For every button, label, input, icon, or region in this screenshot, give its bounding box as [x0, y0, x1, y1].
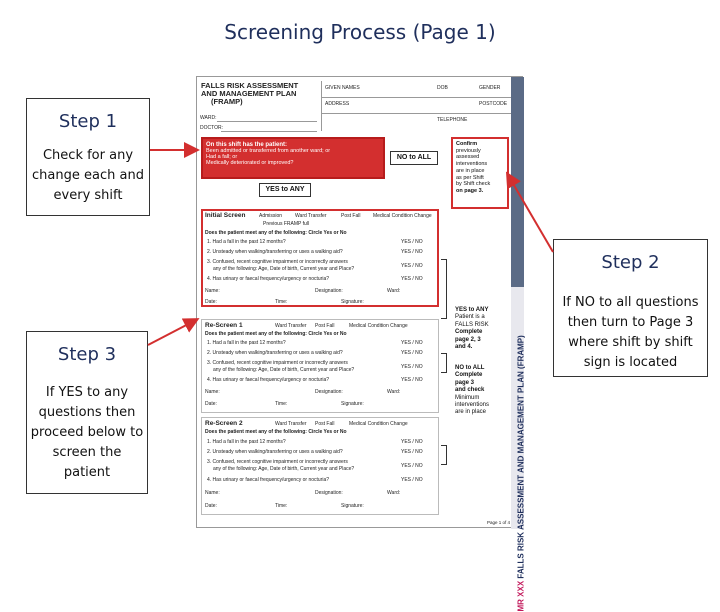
field-label: Ward:	[387, 389, 401, 395]
question: 4. Has urinary or faecal frequency/urgency or nocturia?	[207, 377, 330, 383]
step3-line: If YES to any	[45, 385, 129, 400]
outcome-line: interventions	[455, 402, 490, 409]
question: 3. Confused, recent cognitive impairment or incorrectly answers	[207, 259, 348, 265]
yes-no: YES / NO	[401, 350, 423, 356]
yes-no: YES / NO	[401, 439, 423, 445]
yes-no: YES / NO	[401, 463, 423, 469]
yes-no: YES / NO	[401, 377, 423, 383]
page-number: Page 1 of 4	[487, 520, 511, 525]
confirm-line: as per Shift	[456, 174, 484, 181]
yes-no: YES / NO	[401, 449, 423, 455]
form-title: AND MANAGEMENT PLAN	[201, 89, 297, 98]
shift-line: Been admitted or transferred from another ward; or	[206, 148, 331, 154]
screen-option: Admission	[259, 213, 283, 219]
yes-no: YES / NO	[401, 340, 423, 346]
step2-line: sign is located	[583, 355, 678, 370]
field-label: Time:	[275, 299, 288, 305]
shift-line: On this shift has the patient:	[206, 142, 288, 148]
step2-arrow	[508, 175, 553, 252]
screen-option: Previous FRAMP full	[263, 221, 310, 227]
field-label: GIVEN NAMES	[325, 85, 360, 91]
page-title: Screening Process (Page 1)	[224, 20, 496, 44]
screen-option: Medical Condition Change	[349, 323, 408, 329]
form-title: FALLS RISK ASSESSMENT	[201, 81, 299, 90]
screen-option: Medical Condition Change	[349, 421, 408, 427]
step2-line: then turn to Page 3	[567, 315, 694, 330]
question: 4. Has urinary or faecal frequency/urgency or nocturia?	[207, 276, 330, 282]
field-label: Signature:	[341, 299, 364, 305]
confirm-line: by Shift check	[456, 181, 491, 188]
question: 3. Confused, recent cognitive impairment or incorrectly answers	[207, 459, 348, 465]
step3-line: questions then	[38, 405, 136, 420]
outcome-line: page 3	[455, 379, 475, 386]
step1-line: Check for any	[42, 148, 134, 163]
screen-option: Post Fall	[341, 213, 361, 219]
yes-to-any-box: YES to ANY	[259, 183, 311, 197]
outcome-line: Complete	[455, 372, 483, 379]
question: 1. Had a fall in the past 12 months?	[207, 340, 286, 346]
field-label: POSTCODE	[479, 101, 508, 107]
outcome-line: YES to ANY	[455, 307, 489, 313]
step2-heading: Step 2	[601, 252, 660, 273]
step3-line: screen the	[52, 445, 122, 460]
question-prompt: Does the patient meet any of the following: Circle Yes or No	[205, 230, 347, 236]
question: 1. Had a fall in the past 12 months?	[207, 239, 286, 245]
outcome-line: Complete	[455, 329, 483, 336]
rescreen1-title: Re-Screen 1	[205, 322, 243, 329]
outcome-line: page 2, 3	[455, 336, 481, 343]
field-label: Ward:	[387, 490, 401, 496]
screen-option: Medical Condition Change	[373, 213, 432, 219]
step1-line: change each and	[32, 168, 144, 183]
form-title: (FRAMP)	[211, 97, 243, 106]
rescreen2-title: Re-Screen 2	[205, 420, 243, 427]
question: any of the following: Age, Date of birth, Current year and Place?	[213, 466, 355, 472]
field-label: Time:	[275, 401, 288, 407]
field-label: GENDER	[479, 85, 501, 91]
field-label: Signature:	[341, 401, 364, 407]
confirm-line: assessed	[456, 154, 480, 161]
step3-line: proceed below to	[30, 425, 144, 440]
confirm-line: previously	[456, 147, 481, 154]
yes-no: YES / NO	[401, 263, 423, 269]
confirm-line: on page 3.	[456, 187, 484, 194]
outcome-line: Patient is a	[455, 314, 485, 321]
step1-heading: Step 1	[58, 111, 118, 132]
outcome-line: FALLS RISK	[455, 321, 489, 328]
outcome-line: and check	[455, 387, 485, 394]
outcome-line: are in place	[455, 409, 487, 416]
screen-option: Ward Transfer	[295, 213, 327, 219]
field-label: Name:	[205, 389, 220, 395]
field-label: DOCTOR:	[200, 125, 223, 131]
question: any of the following: Age, Date of birth, Current year and Place?	[213, 266, 355, 272]
no-to-all-box: NO to ALL	[390, 151, 438, 165]
shift-line: Had a fall; or	[206, 154, 238, 160]
question-prompt: Does the patient meet any of the following: Circle Yes or No	[205, 331, 347, 337]
yes-no: YES / NO	[401, 239, 423, 245]
sidebar-text: FALLS RISK ASSESSMENT AND MANAGEMENT PLAN (FRAMP)	[516, 335, 526, 579]
yes-no: YES / NO	[401, 249, 423, 255]
field-label: Designation:	[315, 490, 343, 496]
field-label: Name:	[205, 490, 220, 496]
outcome-line: and 4.	[455, 344, 473, 351]
confirm-line: Confirm	[456, 141, 478, 147]
question-prompt: Does the patient meet any of the following: Circle Yes or No	[205, 429, 347, 435]
question: 2. Unsteady when walking/transferring or uses a walking aid?	[207, 449, 343, 455]
step3-line: patient	[63, 465, 111, 480]
field-label: Date:	[205, 503, 217, 509]
confirm-line: interventions	[456, 161, 488, 168]
outcome-line: NO to ALL	[455, 365, 485, 371]
field-label: Name:	[205, 288, 220, 294]
field-label: Date:	[205, 401, 217, 407]
question: 4. Has urinary or faecal frequency/urgency or nocturia?	[207, 477, 330, 483]
field-label: Designation:	[315, 288, 343, 294]
step3-heading: Step 3	[57, 344, 117, 365]
yes-no: YES / NO	[401, 364, 423, 370]
screen-option: Post Fall	[315, 421, 335, 427]
shift-line: Medically deteriorated or improved?	[206, 160, 294, 166]
initial-screen-title: Initial Screen	[205, 212, 246, 219]
confirm-line: are in place	[456, 167, 485, 174]
screen-option: Ward Transfer	[275, 421, 307, 427]
yes-no: YES / NO	[401, 477, 423, 483]
screen-option: Post Fall	[315, 323, 335, 329]
step2-line: If NO to all questions	[562, 295, 699, 310]
step1-line: every shift	[53, 188, 123, 203]
field-label: TELEPHONE	[437, 117, 468, 123]
yes-no: YES / NO	[401, 276, 423, 282]
field-label: WARD:	[200, 115, 217, 121]
step2-line: where shift by shift	[568, 335, 693, 350]
field-label: Signature:	[341, 503, 364, 509]
field-label: ADDRESS	[325, 101, 350, 107]
screen-option: Ward Transfer	[275, 323, 307, 329]
field-label: Ward:	[387, 288, 401, 294]
sidebar-mrn: MR XXX	[516, 580, 526, 612]
outcome-line: Minimum	[455, 394, 480, 401]
field-label: DOB	[437, 85, 448, 91]
field-label: Designation:	[315, 389, 343, 395]
question: any of the following: Age, Date of birth, Current year and Place?	[213, 367, 355, 373]
question: 3. Confused, recent cognitive impairment or incorrectly answers	[207, 360, 348, 366]
field-label: Time:	[275, 503, 288, 509]
step3-arrow	[148, 320, 196, 345]
question: 2. Unsteady when walking/transferring or uses a walking aid?	[207, 350, 343, 356]
question: 2. Unsteady when walking/transferring or uses a walking aid?	[207, 249, 343, 255]
question: 1. Had a fall in the past 12 months?	[207, 439, 286, 445]
field-label: Date:	[205, 299, 217, 305]
